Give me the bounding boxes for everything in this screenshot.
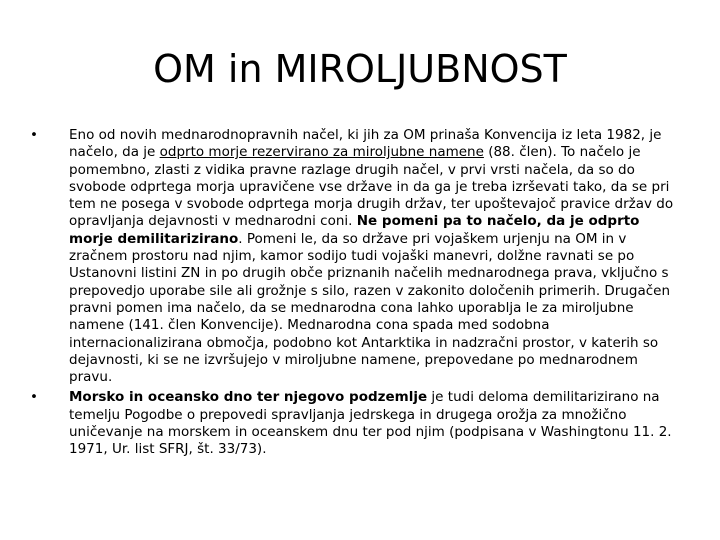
bullet-list	[30, 127, 680, 462]
paragraph-lead: Eno od novih mednarodnopravnih načel, ki jih za OM prinaša Konvencija iz leta 1982, je načelo, da je	[69, 127, 662, 161]
paragraph-tail: . Pomeni le, da so države pri vojaškem urjenju na OM in v zračnem prostoru nad njim, kamor sodijo tudi vojaški manevri, dolžne ravnati se po Ustanovni listini ZN in po drugih obče priznanih načelih mednarodnega prava, vključno s prepovedjo uporabe sile ali grožnje s silo, razen v zakonito določenih primerih. Drugačen pravni pomen ima načelo, da se mednarodna cona lahko uporablja le za miroljubne namene (141. člen Konvencije). Mednarodna cona spada med sodobna internacionalizirana območja, podobno kot Antarktika in nadzračni prostor, v katerih so dejavnosti, ki se ne izvršujejo v miroljubne namene, prepovedane po mednarodnem pravu.	[69, 230, 671, 386]
bold-statement: Ne pomeni pa to načelo, da je odprto morje demilitarizirano	[69, 213, 640, 247]
bold-heading-seabed: Morsko in oceansko dno ter njegovo podzemlje	[69, 389, 428, 406]
bullet-marker: •	[30, 127, 38, 143]
underlined-principle: odprto morje rezervirano za miroljubne namene	[159, 144, 484, 161]
paragraph-tail: je tudi deloma demilitarizirano na temelju Pogodbe o prepovedi spravljanja jedrskega in drugega orožja za množično uničevanje na morskem in oceanskem dnu ter pod njim (podpisana v Washingtonu 11. 2. 1971, Ur. list SFRJ, št. 33/73).	[69, 389, 672, 458]
slide-title: OM in MIROLJUBNOST	[153, 47, 567, 91]
bullet-marker: •	[30, 389, 38, 406]
paragraph-middle: (88. člen). To načelo je pomembno, zlasti z vidika pravne razlage drugih načel, v prvi vrsti načela, da so do svobode odprtega morja upravičene vse države in da ga je treba izrševati tako, da se pri tem ne posega v svobode odprtega morja drugih držav, ter upoštevajoč pravice držav do opravljanja dejavnosti v mednarodni coni.	[69, 144, 674, 230]
bullet-item-1	[30, 127, 680, 386]
bullet-item-2	[30, 389, 680, 458]
